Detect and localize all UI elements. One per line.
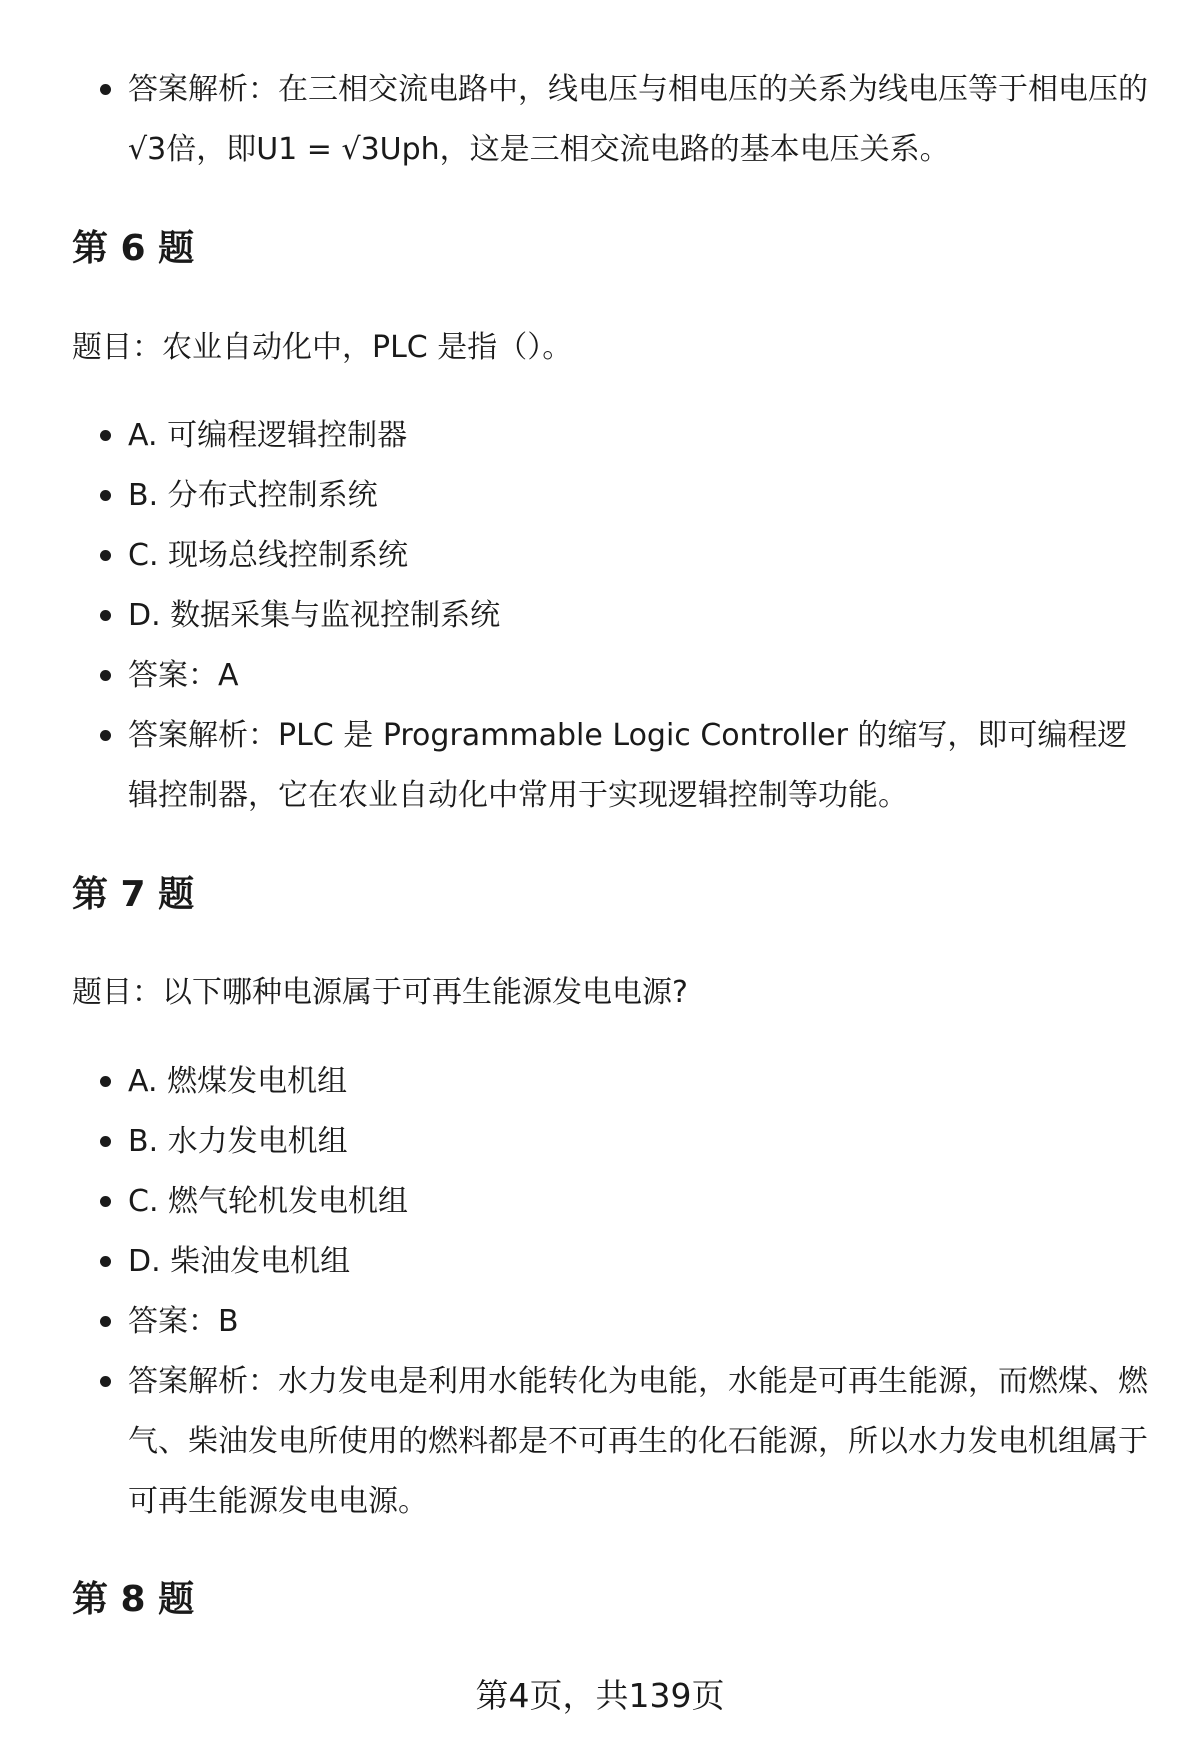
q5-explanation: 答案解析：在三相交流电路中，线电压与相电压的关系为线电压等于相电压的√3倍，即U1 = √3Uph，这是三相交流电路的基本电压关系。 bbox=[72, 60, 1152, 180]
q7-option-d: D. 柴油发电机组 bbox=[72, 1232, 1152, 1292]
q6-option-b: B. 分布式控制系统 bbox=[72, 466, 1152, 526]
q6-heading: 第 6 题 bbox=[72, 228, 195, 269]
q7-question: 题目：以下哪种电源属于可再生能源发电电源? bbox=[72, 975, 688, 1010]
q6-answer: 答案：A bbox=[72, 646, 1152, 706]
q5-list bbox=[0, 60, 1152, 180]
q7-heading: 第 7 题 bbox=[72, 874, 195, 915]
q6-option-c: C. 现场总线控制系统 bbox=[72, 526, 1152, 586]
page-number: 第4页，共139页 bbox=[475, 1676, 725, 1715]
q7-option-b: B. 水力发电机组 bbox=[72, 1112, 1152, 1172]
q8-heading: 第 8 题 bbox=[72, 1579, 195, 1620]
q6-options-list bbox=[0, 406, 1152, 826]
q7-option-a: A. 燃煤发电机组 bbox=[72, 1052, 1152, 1112]
q7-explanation: 答案解析：水力发电是利用水能转化为电能，水能是可再生能源，而燃煤、燃气、柴油发电所使用的燃料都是不可再生的化石能源，所以水力发电机组属于可再生能源发电电源。 bbox=[72, 1352, 1152, 1532]
q7-answer: 答案：B bbox=[72, 1292, 1152, 1352]
q6-option-a: A. 可编程逻辑控制器 bbox=[72, 406, 1152, 466]
q6-explanation: 答案解析：PLC 是 Programmable Logic Controller 的缩写，即可编程逻辑控制器，它在农业自动化中常用于实现逻辑控制等功能。 bbox=[72, 706, 1152, 826]
q7-option-c: C. 燃气轮机发电机组 bbox=[72, 1172, 1152, 1232]
q6-question: 题目：农业自动化中，PLC 是指（）。 bbox=[72, 330, 573, 365]
q7-options-list bbox=[0, 1052, 1152, 1532]
q6-option-d: D. 数据采集与监视控制系统 bbox=[72, 586, 1152, 646]
